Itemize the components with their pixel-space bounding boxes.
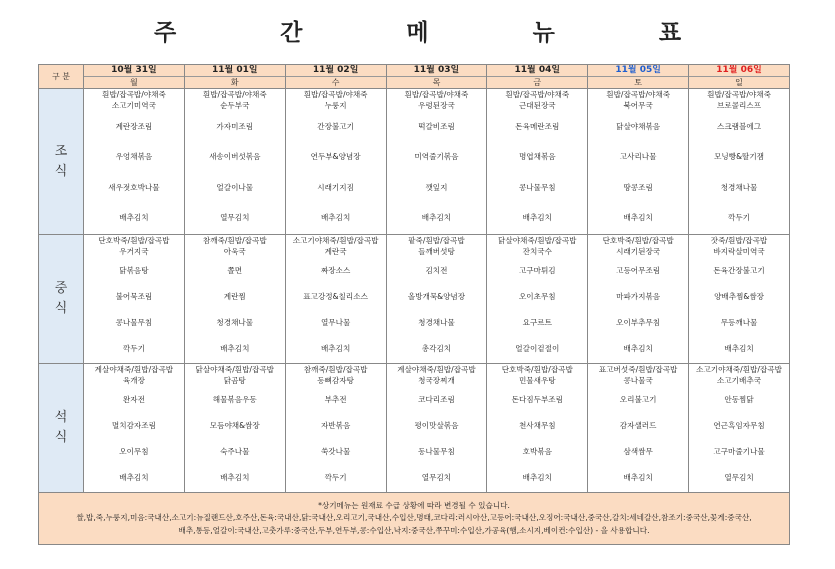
menu-item: 모듬야채&쌈장: [209, 420, 260, 430]
menu-item: 모닝빵&딸기잼: [714, 152, 764, 162]
menu-item: 배추김치: [421, 213, 452, 223]
menu-cell: [84, 364, 185, 493]
menu-item: 마파가지볶음: [616, 291, 661, 301]
menu-item: 브로콜리스프: [717, 101, 762, 110]
menu-item: 깍두기: [324, 473, 347, 483]
menu-item: 닭살야채죽/흰밥/잡곡밥: [195, 365, 274, 374]
meal-label-char: 식: [54, 430, 68, 445]
menu-item: 육개장: [122, 376, 145, 385]
menu-item: 흰밥/잡곡밥/야채죽: [202, 90, 267, 99]
menu-item: 동뼈감자탕: [317, 376, 354, 385]
menu-cell: [588, 364, 689, 493]
day-header-thu: 11월 03일 목: [386, 65, 487, 89]
menu-item: 팥죽/흰밥/잡곡밥: [408, 236, 465, 245]
menu-item: 배추김치: [320, 213, 351, 223]
menu-item: 스크램블에그: [717, 121, 762, 131]
menu-item: 열무나물: [320, 318, 351, 328]
menu-item: 총각김치: [421, 344, 452, 354]
menu-item: 쫄면: [227, 265, 243, 275]
menu-item: 떡갈비조림: [418, 121, 455, 131]
meal-label-char: 조: [54, 143, 68, 159]
menu-cell: [588, 89, 689, 235]
note-line: *상기메뉴는 원재료 수급 상황에 따라 변경될 수 있습니다.: [318, 500, 510, 510]
meal-label-char: 식: [54, 163, 68, 179]
menu-item: 표고강정&칠리소스: [303, 291, 368, 301]
menu-item: 시래기지짐: [317, 182, 354, 192]
notes-cell: [39, 493, 790, 545]
menu-item: 해물볶음우동: [212, 394, 257, 404]
menu-item: 무등깨나물: [720, 318, 758, 328]
menu-item: 깍두기: [122, 344, 145, 354]
meal-label: [39, 364, 84, 493]
menu-item: 열무김치: [421, 473, 452, 483]
menu-item: 땅콩조림: [623, 182, 653, 192]
menu-item: 배추김치: [724, 344, 754, 354]
menu-item: 단호박죽/흰밥/잡곡밥: [98, 236, 170, 245]
menu-item: 흰밥/잡곡밥/야채죽: [404, 90, 469, 99]
day-header-sat: 11월 05일 토: [588, 65, 689, 89]
menu-item: 깍두기: [728, 213, 751, 223]
menu-item: 참깨죽/흰밥/잡곡밥: [303, 365, 368, 374]
menu-item: 자반볶음: [320, 420, 351, 430]
menu-item: 연두부&양념장: [310, 152, 361, 162]
menu-item: 오이초무침: [518, 291, 556, 301]
menu-item: 열무김치: [724, 473, 754, 483]
menu-item: 참깨죽/흰밥/잡곡밥: [202, 236, 267, 245]
menu-cell: [487, 364, 588, 493]
menu-cell: [588, 235, 689, 364]
menu-item: 콩나물무침: [518, 182, 556, 192]
menu-item: 평이맛살볶음: [414, 420, 459, 430]
menu-item: 근대된장국: [518, 101, 556, 110]
menu-item: 배추김치: [522, 473, 552, 483]
menu-item: 아욱국: [223, 247, 246, 256]
menu-item: 김치전: [425, 265, 448, 275]
menu-item: 새우젓호박나물: [108, 182, 160, 192]
page-title: 주 간 메 뉴 표: [153, 20, 730, 46]
menu-item: 코다리조림: [418, 394, 455, 404]
menu-item: 배추김치: [623, 213, 653, 223]
menu-cell: [184, 235, 285, 364]
menu-cell: [386, 235, 487, 364]
menu-item: 열무김치: [220, 213, 250, 223]
menu-item: 배추김치: [623, 344, 653, 354]
menu-item: 계란장조림: [115, 121, 153, 131]
menu-item: 북어무국: [623, 101, 653, 110]
menu-cell: [487, 89, 588, 235]
menu-item: 오리불고기: [619, 394, 657, 404]
menu-cell: [689, 89, 790, 235]
menu-item: 연근흑임자무침: [713, 420, 765, 430]
menu-item: 깻잎지: [425, 182, 448, 192]
menu-cell: [84, 89, 185, 235]
menu-item: 배추김치: [320, 344, 351, 354]
menu-item: 계살야채죽/흰밥/잡곡밥: [397, 365, 476, 374]
menu-item: 순두부국: [220, 101, 250, 110]
menu-cell: [285, 89, 386, 235]
meal-label: [39, 89, 84, 235]
menu-item: 계란국: [324, 247, 347, 256]
gubun-header: 구 분: [39, 65, 84, 89]
menu-item: 올방개묵&양념장: [407, 291, 466, 301]
menu-item: 돈육메란조림: [515, 121, 560, 131]
day-header-wed: 11월 02일 수: [285, 65, 386, 89]
menu-item: 청국장찌개: [418, 376, 455, 385]
menu-item: 계란찜: [223, 291, 246, 301]
day-header-fri: 11월 04일 금: [487, 65, 588, 89]
menu-item: 간장불고기: [317, 121, 354, 131]
day-header-tue: 11월 01일 화: [184, 65, 285, 89]
menu-item: 오이부추무침: [616, 318, 661, 328]
menu-item: 미역줄기볶음: [414, 152, 459, 162]
menu-item: 명엽채볶음: [518, 152, 556, 162]
menu-item: 잔치국수: [522, 247, 552, 256]
menu-item: 쑥갓나물: [320, 447, 351, 457]
note-line: 배추,통등,얼갈이:국내산,고춧가루:중국산,두부,연두부,콩:수입산,낙지:중국산,쭈꾸미:수입산,가공육(햄,소시지,베이컨:수입산) - 을 사용합니다.: [178, 525, 650, 535]
menu-item: 청경채나물: [216, 318, 254, 328]
menu-cell: [689, 235, 790, 364]
menu-item: 들깨버섯탕: [418, 247, 455, 256]
menu-item: 고구마튀김: [518, 265, 556, 275]
menu-item: 소고기야채죽/흰밥/잡곡밥: [696, 365, 782, 374]
menu-item: 단호박죽/흰밥/잡곡밥: [602, 236, 674, 245]
menu-item: 닭볶음탕: [119, 265, 149, 275]
menu-item: 멸치감자조림: [111, 420, 156, 430]
meal-row-lunch: [39, 235, 790, 364]
menu-cell: [184, 364, 285, 493]
menu-item: 단호박죽/흰밥/잡곡밥: [501, 365, 573, 374]
menu-cell: [386, 89, 487, 235]
menu-cell: [184, 89, 285, 235]
menu-item: 얼갈이나물: [216, 182, 254, 192]
menu-item: 닭곰탕: [223, 376, 246, 385]
menu-item: 고사리나물: [619, 152, 657, 162]
menu-item: 흰밥/잡곡밥/야채죽: [303, 90, 368, 99]
menu-item: 배추김치: [522, 213, 552, 223]
menu-item: 우렁된장국: [418, 101, 455, 110]
menu-item: 콩나물무침: [115, 318, 153, 328]
menu-item: 배추김치: [220, 473, 250, 483]
menu-item: 청경채나물: [720, 182, 758, 192]
menu-cell: [285, 364, 386, 493]
menu-item: 흰밥/잡곡밥/야채죽: [606, 90, 671, 99]
menu-item: 부추전: [324, 394, 347, 404]
menu-item: 삼색쌈무: [623, 447, 653, 457]
menu-item: 감자샐러드: [619, 420, 657, 430]
note-line: 쌀,밥,죽,누룽지,미음:국내산,소고기:뉴질랜드산,호주산,돈육:국내산,닭:국내산,오리고기,국내산,수입산,명태,코다리:러시아산,고등어:국내산,오징어:국내산,중국산,갈치:세네갈산,참조기:중국산,꽃게:중국산,: [76, 513, 752, 523]
day-header-mon: 10월 31일 월: [84, 65, 185, 89]
menu-item: 불어묵조림: [115, 291, 153, 301]
menu-item: 고등어무조림: [616, 265, 661, 275]
menu-cell: [689, 364, 790, 493]
menu-item: 고구마줄기나물: [713, 447, 765, 457]
menu-item: 닭살야채볶음: [616, 121, 661, 131]
menu-item: 가자미조림: [216, 121, 254, 131]
meal-label-char: 식: [54, 301, 68, 316]
menu-item: 짜장소스: [320, 265, 351, 275]
menu-item: 요구르트: [522, 318, 552, 328]
menu-item: 닭살야채죽/흰밥/잡곡밥: [498, 236, 577, 245]
menu-item: 소고기배추국: [717, 376, 762, 385]
day-header-sun: 11월 06일 일: [689, 65, 790, 89]
menu-item: 양배추찜&쌈장: [714, 291, 764, 301]
menu-item: 표고버섯죽/흰밥/잡곡밥: [598, 365, 678, 374]
menu-item: 민물새우탕: [518, 376, 556, 385]
menu-item: 흰밥/잡곡밥/야채죽: [505, 90, 570, 99]
menu-cell: [285, 235, 386, 364]
meal-label: [39, 235, 84, 364]
menu-item: 소고기미역국: [111, 101, 156, 110]
menu-item: 콩나물국: [623, 376, 653, 385]
notes-row: [39, 493, 790, 545]
menu-item: 얼갈이겉절이: [515, 344, 560, 354]
menu-item: 안동찜닭: [724, 394, 754, 404]
menu-item: 호박볶음: [522, 447, 552, 457]
menu-item: 배추김치: [623, 473, 653, 483]
menu-item: 흰밥/잡곡밥/야채죽: [707, 90, 771, 99]
meal-row-breakfast: [39, 89, 790, 235]
menu-item: 누룽지: [324, 101, 347, 110]
header-row: [39, 65, 790, 89]
menu-item: 동나물무침: [418, 447, 455, 457]
weekly-menu-table: [38, 64, 790, 545]
menu-item: 천사채무침: [518, 420, 556, 430]
meal-label-char: 석: [54, 410, 68, 425]
menu-item: 완자전: [122, 394, 145, 404]
menu-item: 오이무침: [119, 447, 149, 457]
menu-item: 배추김치: [119, 473, 149, 483]
menu-item: 돈육간장불고기: [713, 265, 765, 275]
menu-item: 잣죽/흰밥/잡곡밥: [710, 236, 768, 245]
menu-cell: [487, 235, 588, 364]
menu-item: 우거지국: [119, 247, 149, 256]
menu-item: 새송이버섯볶음: [209, 152, 261, 162]
menu-item: 숙주나물: [220, 447, 250, 457]
meal-label-char: 중: [54, 281, 68, 296]
menu-cell: [84, 235, 185, 364]
menu-item: 돈다짐두부조림: [511, 394, 563, 404]
meal-row-dinner: [39, 364, 790, 493]
menu-item: 배추김치: [119, 213, 149, 223]
menu-item: 우엉채볶음: [115, 152, 153, 162]
menu-item: 계살야채죽/흰밥/잡곡밥: [94, 365, 174, 374]
menu-item: 시래기된장국: [616, 247, 661, 256]
menu-cell: [386, 364, 487, 493]
menu-item: 소고기야채죽/흰밥/잡곡밥: [292, 236, 379, 245]
menu-item: 바지락살미역국: [713, 247, 765, 256]
menu-item: 배추김치: [220, 344, 250, 354]
menu-item: 흰밥/잡곡밥/야채죽: [102, 90, 166, 99]
menu-item: 청경채나물: [418, 318, 455, 328]
